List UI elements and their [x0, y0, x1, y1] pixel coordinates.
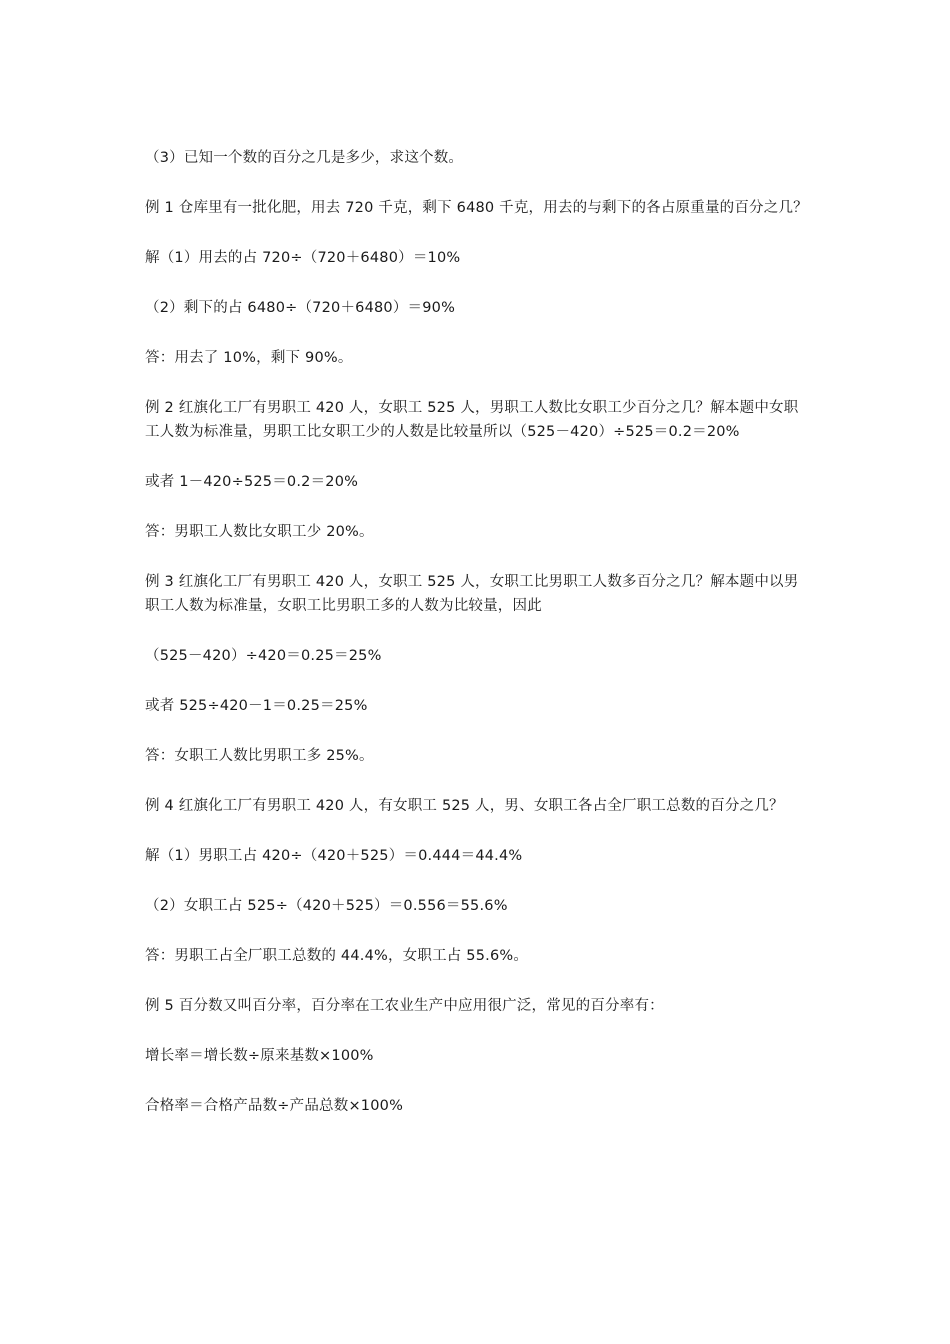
paragraph-example-2-alt: 或者 1－420÷525＝0.2＝20%: [145, 474, 359, 490]
paragraph-example-4-solution-1: 解（1）男职工占 420÷（420＋525）＝0.444＝44.4%: [145, 848, 523, 864]
document-body: [145, 146, 813, 1144]
paragraph-section-heading: （3）已知一个数的百分之几是多少，求这个数。: [145, 150, 464, 166]
paragraph-example-1-solution-2: （2）剩下的占 6480÷（720＋6480）＝90%: [145, 300, 456, 316]
paragraph-example-4: 例 4 红旗化工厂有男职工 420 人，有女职工 525 人，男、女职工各占全厂职工总数的百分之几？: [145, 798, 784, 814]
paragraph-example-2: 例 2 红旗化工厂有男职工 420 人，女职工 525 人，男职工人数比女职工少百分之几？解本题中女职工人数为标准量，男职工比女职工少的人数是比较量所以（525－420）÷525＝0.2＝20%: [145, 400, 799, 440]
paragraph-example-1: 例 1 仓库里有一批化肥，用去 720 千克，剩下 6480 千克，用去的与剩下的各占原重量的百分之几？: [145, 200, 808, 216]
paragraph-example-3-alt: 或者 525÷420－1＝0.25＝25%: [145, 698, 368, 714]
paragraph-pass-rate-formula: 合格率＝合格产品数÷产品总数×100%: [145, 1098, 404, 1114]
paragraph-example-3-answer: 答：女职工人数比男职工多 25%。: [145, 748, 374, 764]
paragraph-example-4-solution-2: （2）女职工占 525÷（420＋525）＝0.556＝55.6%: [145, 898, 508, 914]
paragraph-example-2-answer: 答：男职工人数比女职工少 20%。: [145, 524, 374, 540]
paragraph-growth-rate-formula: 增长率＝增长数÷原来基数×100%: [145, 1048, 374, 1064]
paragraph-example-1-answer: 答：用去了 10%，剩下 90%。: [145, 350, 353, 366]
paragraph-example-1-solution-1: 解（1）用去的占 720÷（720＋6480）＝10%: [145, 250, 461, 266]
paragraph-example-4-answer: 答：男职工占全厂职工总数的 44.4%，女职工占 55.6%。: [145, 948, 529, 964]
paragraph-example-5: 例 5 百分数又叫百分率，百分率在工农业生产中应用很广泛，常见的百分率有：: [145, 998, 664, 1014]
paragraph-example-3-formula: （525－420）÷420＝0.25＝25%: [145, 648, 382, 664]
paragraph-example-3: 例 3 红旗化工厂有男职工 420 人，女职工 525 人，女职工比男职工人数多百分之几？解本题中以男职工人数为标准量，女职工比男职工多的人数为比较量，因此: [145, 574, 799, 614]
